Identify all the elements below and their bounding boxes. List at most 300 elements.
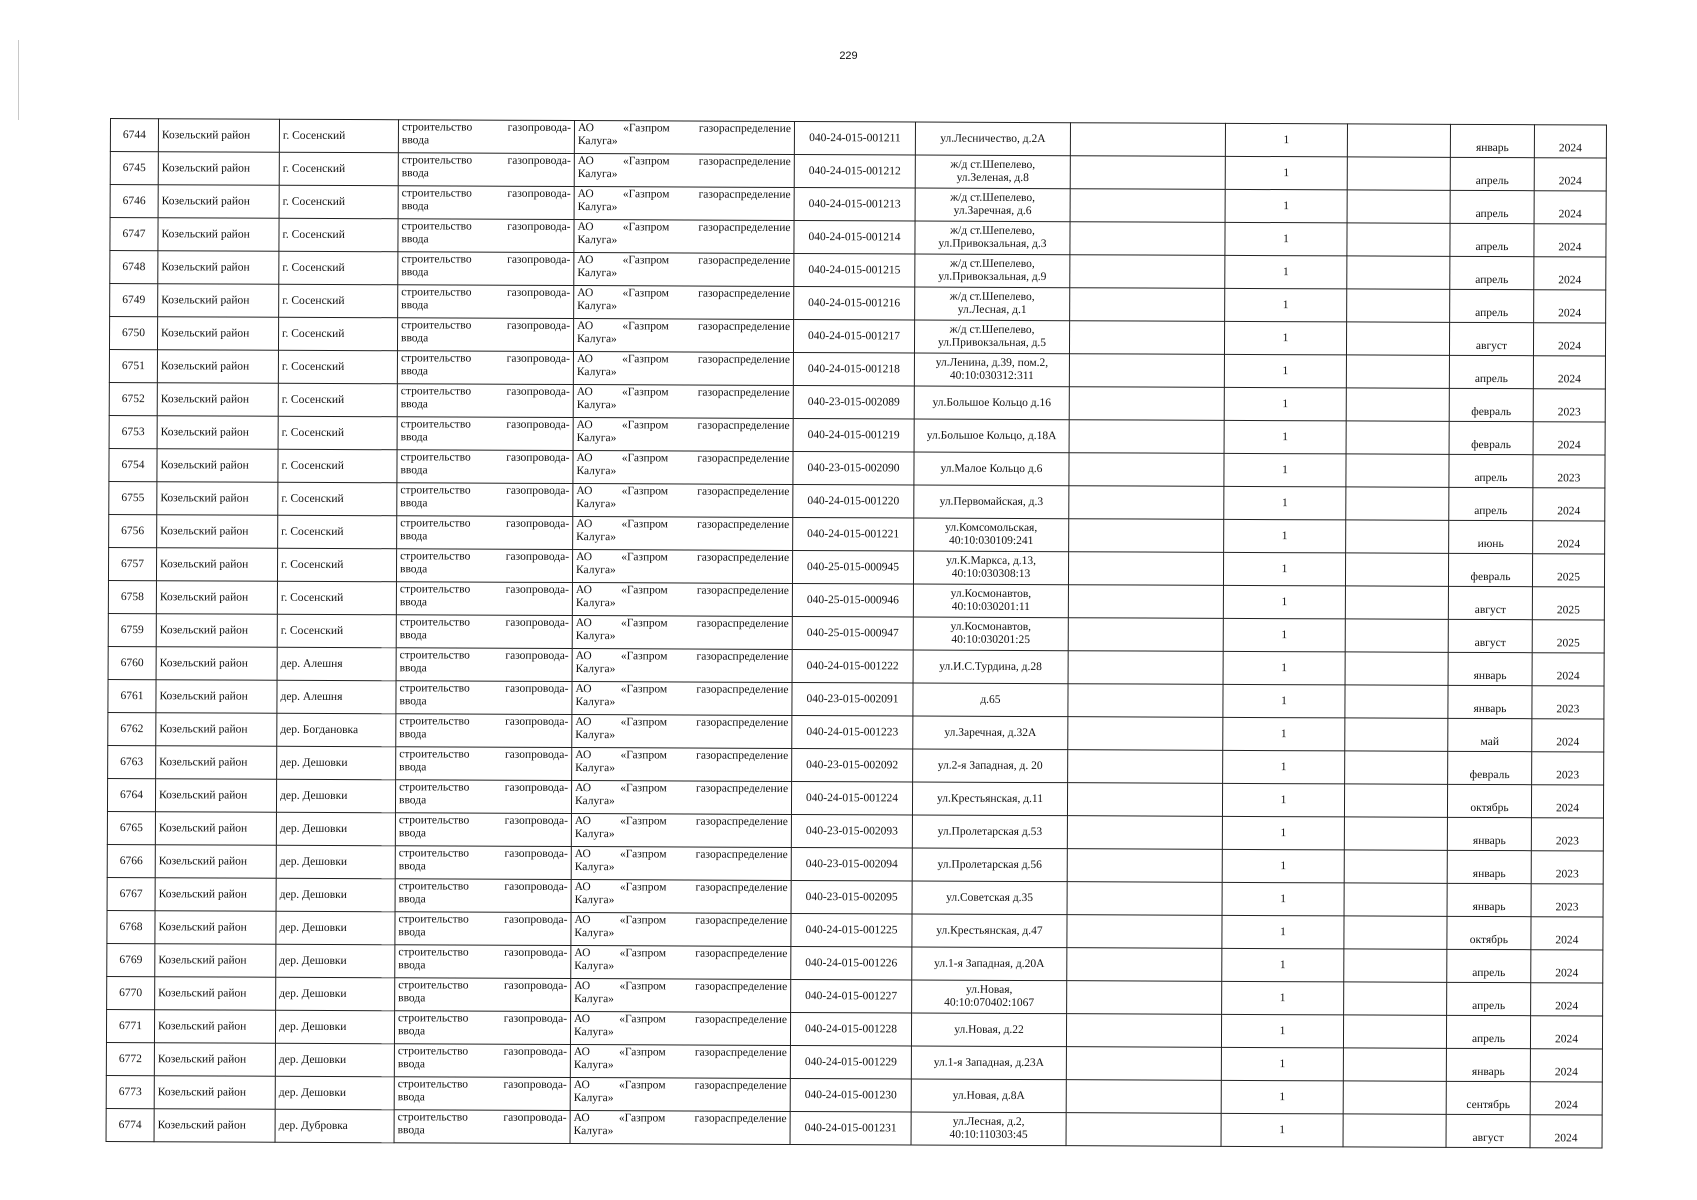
organization-word: газораспределение	[695, 947, 788, 960]
address-line: ул.Новая, д.8А	[952, 1089, 1025, 1102]
work-type-cell	[398, 120, 574, 154]
organization-word: газораспределение	[696, 749, 789, 762]
work-type-word: ввода	[397, 1025, 426, 1038]
row-number: 6748	[110, 251, 158, 284]
year-cell: 2023	[1533, 389, 1605, 422]
organization-cell	[573, 418, 793, 452]
work-type-word: строительство	[401, 253, 472, 266]
work-type-cell	[398, 252, 574, 286]
organization-word: «Газпром	[622, 353, 669, 366]
work-type-word: газопровода-	[503, 1078, 567, 1092]
month-cell: апрель	[1450, 289, 1534, 322]
district-cell: Козельский район	[156, 713, 277, 747]
year-cell: 2024	[1533, 488, 1605, 521]
empty-cell	[1068, 651, 1223, 685]
gas-connection-table	[106, 118, 1607, 1149]
address-line: 40:10:070402:1067	[944, 996, 1035, 1010]
month-cell: май	[1448, 718, 1532, 751]
quantity-cell: 1	[1225, 123, 1347, 157]
empty-cell	[1344, 784, 1447, 817]
address-line: ж/д ст.Шепелево,	[949, 323, 1035, 337]
organization-word: АО	[577, 221, 594, 234]
organization-word: «Газпром	[618, 1112, 666, 1125]
work-type-word: строительство	[398, 1012, 469, 1025]
work-type-word: строительство	[398, 913, 469, 926]
row-number: 6749	[110, 284, 158, 317]
locality-cell: г. Сосенский	[279, 218, 398, 252]
work-type-word: газопровода-	[503, 1012, 568, 1026]
work-type-word: ввода	[399, 662, 427, 675]
organization-word: «Газпром	[621, 617, 668, 630]
locality-cell: г. Сосенский	[278, 317, 397, 351]
empty-cell	[1070, 222, 1225, 256]
quantity-cell: 1	[1223, 618, 1345, 652]
year-cell: 2024	[1534, 224, 1606, 257]
address-line: ул.Лесная, д.2,	[952, 1115, 1025, 1128]
organization-word: Калуга»	[574, 960, 615, 973]
empty-cell	[1066, 1080, 1221, 1114]
work-type-word: газопровода-	[506, 484, 570, 498]
empty-cell	[1069, 486, 1224, 520]
address-line: ул.Крестьянская, д.11	[937, 792, 1044, 805]
work-type-word: ввода	[400, 497, 428, 510]
work-type-cell	[396, 615, 572, 649]
organization-word: Калуга»	[577, 333, 617, 346]
row-number: 6770	[107, 976, 155, 1009]
organization-word: «Газпром	[621, 419, 669, 432]
address-cell	[915, 155, 1070, 189]
work-type-word: ввода	[401, 266, 429, 279]
address-cell	[915, 287, 1070, 321]
year-cell: 2024	[1534, 125, 1606, 158]
empty-cell	[1347, 157, 1450, 190]
organization-word: газораспределение	[696, 716, 789, 729]
work-type-word: строительство	[400, 451, 471, 464]
organization-word: газораспределение	[696, 617, 789, 630]
row-number: 6746	[110, 185, 158, 218]
project-code-cell: 040-24-015-001231	[790, 1111, 911, 1145]
work-type-word: строительство	[401, 154, 473, 167]
row-number: 6754	[109, 448, 157, 481]
work-type-word: ввода	[401, 233, 429, 246]
quantity-cell: 1	[1225, 255, 1347, 289]
address-line: ул.К.Маркса, д.13,	[946, 554, 1037, 568]
organization-cell	[574, 154, 794, 188]
organization-word: газораспределение	[697, 386, 790, 399]
row-number: 6758	[108, 580, 156, 613]
organization-word: АО	[575, 617, 592, 630]
address-cell	[913, 716, 1068, 750]
address-line: ул.Пролетарская д.53	[937, 825, 1043, 838]
work-type-word: газопровода-	[503, 1045, 567, 1059]
organization-word: газораспределение	[697, 485, 790, 498]
work-type-word: газопровода-	[504, 781, 569, 795]
table-body	[106, 119, 1606, 1149]
year-cell: 2025	[1532, 620, 1604, 653]
organization-word: Калуга»	[574, 927, 615, 940]
district-cell: Козельский район	[155, 779, 276, 813]
organization-word: АО	[577, 287, 594, 300]
organization-word: «Газпром	[623, 155, 670, 168]
organization-word: «Газпром	[621, 518, 668, 531]
address-line: ул.Заречная, д.32А	[944, 726, 1037, 739]
organization-word: Калуга»	[577, 234, 618, 247]
address-line: 40:10:030308:13	[951, 567, 1031, 581]
empty-cell	[1070, 189, 1225, 223]
address-line: ул.Большое Кольцо д.16	[932, 396, 1052, 409]
district-cell: Козельский район	[158, 152, 279, 186]
work-type-word: газопровода-	[506, 385, 570, 399]
work-type-word: ввода	[401, 134, 430, 147]
work-type-word: газопровода-	[506, 418, 570, 432]
year-cell: 2024	[1531, 917, 1603, 950]
district-cell: Козельский район	[157, 383, 278, 417]
organization-word: газораспределение	[696, 584, 789, 597]
district-cell: Козельский район	[158, 251, 279, 285]
organization-cell	[573, 385, 793, 419]
address-line: ул.Новая, д.22	[954, 1023, 1024, 1036]
year-cell: 2024	[1534, 290, 1606, 323]
organization-cell	[570, 1111, 790, 1145]
project-code-cell: 040-24-015-001223	[792, 715, 913, 749]
work-type-cell	[395, 945, 571, 979]
empty-cell	[1068, 750, 1223, 784]
organization-cell	[571, 847, 791, 881]
empty-cell	[1067, 816, 1222, 850]
organization-word: «Газпром	[618, 1079, 666, 1092]
organization-word: газораспределение	[697, 353, 790, 366]
work-type-cell	[396, 582, 572, 616]
locality-cell: г. Сосенский	[279, 119, 398, 153]
empty-cell	[1066, 1113, 1221, 1147]
locality-cell: г. Сосенский	[277, 581, 396, 615]
district-cell: Козельский район	[156, 548, 277, 582]
address-cell	[911, 1046, 1066, 1080]
work-type-cell	[397, 417, 573, 451]
quantity-cell: 1	[1222, 783, 1344, 817]
organization-word: «Газпром	[620, 848, 667, 861]
organization-cell	[573, 319, 793, 353]
project-code-cell: 040-24-015-001229	[790, 1045, 911, 1079]
work-type-word: газопровода-	[506, 451, 570, 465]
project-code-cell: 040-24-015-001224	[791, 781, 912, 815]
month-cell: август	[1446, 1114, 1530, 1147]
organization-word: АО	[577, 155, 594, 168]
empty-cell	[1069, 453, 1224, 487]
project-code-cell: 040-25-015-000947	[792, 616, 913, 650]
month-cell: февраль	[1448, 553, 1532, 586]
work-type-cell	[395, 912, 571, 946]
organization-word: Калуга»	[574, 993, 614, 1006]
work-type-word: ввода	[400, 530, 428, 543]
empty-cell	[1067, 882, 1222, 916]
locality-cell: дер. Дешовки	[276, 911, 395, 945]
organization-word: АО	[577, 188, 594, 201]
empty-cell	[1070, 255, 1225, 289]
quantity-cell: 1	[1222, 948, 1344, 982]
project-code-cell: 040-23-015-002093	[791, 814, 912, 848]
locality-cell: г. Сосенский	[279, 284, 398, 318]
work-type-word: строительство	[401, 286, 472, 299]
locality-cell: дер. Дешовки	[276, 878, 395, 912]
organization-word: «Газпром	[621, 485, 669, 498]
address-cell	[914, 485, 1069, 519]
work-type-word: газопровода-	[506, 286, 571, 300]
work-type-word: газопровода-	[505, 517, 570, 531]
organization-word: газораспределение	[694, 1046, 787, 1059]
work-type-word: строительство	[401, 220, 472, 233]
work-type-word: газопровода-	[503, 1111, 567, 1125]
year-cell: 2024	[1530, 1082, 1602, 1115]
month-cell: сентябрь	[1446, 1081, 1530, 1114]
locality-cell: г. Сосенский	[277, 548, 396, 582]
quantity-cell: 1	[1224, 486, 1346, 520]
quantity-cell: 1	[1224, 453, 1346, 487]
district-cell: Козельский район	[158, 218, 279, 252]
district-cell: Козельский район	[156, 746, 277, 780]
project-code-cell: 040-24-015-001230	[790, 1078, 911, 1112]
work-type-word: строительство	[400, 385, 472, 398]
organization-word: АО	[575, 584, 593, 597]
quantity-cell: 1	[1224, 321, 1346, 355]
month-cell: январь	[1448, 685, 1532, 718]
address-line: ж/д ст.Шепелево,	[950, 158, 1036, 172]
work-type-cell	[395, 780, 571, 814]
project-code-cell: 040-24-015-001215	[794, 253, 915, 287]
year-cell: 2024	[1531, 983, 1603, 1016]
empty-cell	[1346, 520, 1449, 553]
month-cell: январь	[1450, 124, 1534, 157]
empty-cell	[1345, 619, 1448, 652]
month-cell: октябрь	[1447, 916, 1531, 949]
row-number: 6763	[108, 745, 156, 778]
organization-word: АО	[575, 782, 592, 795]
work-type-word: ввода	[400, 431, 428, 444]
organization-word: АО	[575, 683, 592, 696]
address-cell	[911, 1079, 1066, 1113]
project-code-cell: 040-24-015-001213	[794, 187, 915, 221]
organization-word: «Газпром	[621, 584, 668, 597]
locality-cell: г. Сосенский	[278, 449, 397, 483]
address-line: ул.Космонавтов,	[950, 587, 1032, 601]
organization-word: АО	[576, 551, 593, 564]
quantity-cell: 1	[1224, 519, 1346, 553]
organization-word: газораспределение	[697, 320, 791, 333]
month-cell: апрель	[1449, 355, 1533, 388]
work-type-cell	[395, 813, 571, 847]
quantity-cell: 1	[1221, 1014, 1343, 1048]
work-type-word: ввода	[399, 695, 427, 708]
organization-word: «Газпром	[619, 1013, 666, 1026]
work-type-word: ввода	[398, 992, 426, 1005]
organization-word: АО	[576, 353, 594, 366]
project-code-cell: 040-25-015-000945	[792, 550, 913, 584]
empty-cell	[1066, 1014, 1221, 1048]
empty-cell	[1343, 1081, 1446, 1114]
organization-word: «Газпром	[622, 221, 670, 234]
work-type-word: строительство	[398, 880, 469, 893]
district-cell: Козельский район	[155, 977, 276, 1011]
empty-cell	[1346, 421, 1449, 454]
organization-word: Калуга»	[575, 630, 616, 643]
address-line: ул.Советская д.35	[946, 891, 1034, 904]
organization-cell	[574, 121, 794, 155]
organization-word: «Газпром	[622, 320, 669, 333]
organization-word: Калуга»	[576, 531, 616, 544]
work-type-word: газопровода-	[505, 616, 569, 630]
year-cell: 2024	[1533, 323, 1605, 356]
organization-word: АО	[576, 485, 593, 498]
organization-word: Калуга»	[577, 300, 618, 313]
empty-cell	[1347, 256, 1450, 289]
work-type-word: строительство	[397, 1078, 469, 1091]
project-code-cell: 040-23-015-002089	[793, 385, 914, 419]
address-line: ул.Ленина, д.39, пом.2,	[935, 356, 1049, 370]
organization-word: АО	[573, 1112, 590, 1125]
empty-cell	[1069, 321, 1224, 355]
empty-cell	[1067, 981, 1222, 1015]
month-cell: апрель	[1449, 487, 1533, 520]
empty-cell	[1343, 1048, 1446, 1081]
project-code-cell: 040-24-015-001212	[794, 154, 915, 188]
quantity-cell: 1	[1223, 552, 1345, 586]
quantity-cell: 1	[1223, 585, 1345, 619]
work-type-word: ввода	[400, 398, 428, 411]
work-type-word: газопровода-	[504, 847, 568, 861]
row-number: 6744	[110, 119, 158, 152]
empty-cell	[1344, 949, 1447, 982]
row-number: 6753	[109, 415, 157, 448]
year-cell: 2024	[1534, 158, 1606, 191]
work-type-word: строительство	[398, 847, 470, 860]
organization-cell	[572, 682, 792, 716]
organization-cell	[574, 220, 794, 254]
row-number: 6756	[109, 514, 157, 547]
work-type-word: ввода	[398, 794, 427, 807]
quantity-cell: 1	[1222, 816, 1344, 850]
empty-cell	[1069, 420, 1224, 454]
locality-cell: дер. Дешовки	[276, 779, 395, 813]
quantity-cell: 1	[1223, 717, 1345, 751]
address-cell	[912, 848, 1067, 882]
scan-margin-line	[18, 40, 19, 120]
organization-cell	[572, 748, 792, 782]
month-cell: апрель	[1449, 454, 1533, 487]
address-line: д.65	[980, 693, 1001, 706]
organization-cell	[571, 946, 791, 980]
organization-word: Калуга»	[577, 168, 618, 181]
organization-word: Калуга»	[576, 465, 617, 478]
empty-cell	[1345, 553, 1448, 586]
address-cell	[915, 188, 1070, 222]
organization-word: «Газпром	[622, 254, 670, 267]
address-line: ул.Зеленая, д.8	[956, 171, 1029, 185]
work-type-word: ввода	[397, 1058, 426, 1071]
month-cell: октябрь	[1447, 784, 1531, 817]
address-line: ул.Лесничество, д.2А	[940, 132, 1046, 145]
year-cell: 2023	[1531, 851, 1603, 884]
work-type-word: газопровода-	[504, 880, 568, 894]
district-cell: Козельский район	[156, 614, 277, 648]
organization-cell	[574, 286, 794, 320]
organization-word: газораспределение	[698, 254, 791, 267]
address-line: ул.Комсомольская,	[945, 521, 1038, 535]
project-code-cell: 040-24-015-001211	[794, 121, 915, 155]
organization-cell	[574, 187, 794, 221]
address-line: ул.Привокзальная, д.3	[938, 237, 1047, 251]
work-type-cell	[396, 549, 572, 583]
empty-cell	[1345, 751, 1448, 784]
empty-cell	[1344, 817, 1447, 850]
work-type-word: ввода	[399, 596, 428, 609]
project-code-cell: 040-24-015-001226	[791, 946, 912, 980]
organization-word: Калуга»	[574, 894, 615, 907]
locality-cell: г. Сосенский	[278, 482, 397, 516]
address-cell	[913, 617, 1068, 651]
quantity-cell: 1	[1222, 882, 1344, 916]
row-number: 6751	[109, 349, 157, 382]
work-type-cell	[394, 1011, 570, 1045]
address-line: ул.Привокзальная, д.5	[937, 336, 1047, 350]
work-type-word: газопровода-	[507, 121, 571, 135]
address-line: ж/д ст.Шепелево,	[950, 224, 1035, 238]
organization-word: Калуга»	[576, 399, 617, 412]
empty-cell	[1068, 684, 1223, 718]
project-code-cell: 040-24-015-001219	[793, 418, 914, 452]
row-number: 6762	[108, 712, 156, 745]
address-line: 40:10:030201:11	[951, 600, 1030, 614]
project-code-cell: 040-23-015-002090	[793, 451, 914, 485]
address-line: ул.2-я Западная, д. 20	[937, 759, 1043, 772]
empty-cell	[1067, 915, 1222, 949]
work-type-cell	[398, 219, 574, 253]
work-type-word: строительство	[400, 418, 471, 431]
organization-word: газораспределение	[695, 980, 788, 993]
empty-cell	[1068, 717, 1223, 751]
year-cell: 2024	[1531, 950, 1603, 983]
address-line: ж/д ст.Шепелево,	[949, 257, 1035, 271]
organization-cell	[573, 484, 793, 518]
year-cell: 2024	[1530, 1049, 1602, 1082]
empty-cell	[1344, 982, 1447, 1015]
row-number: 6769	[107, 943, 155, 976]
organization-word: газораспределение	[696, 551, 790, 564]
month-cell: июнь	[1449, 520, 1533, 553]
locality-cell: дер. Дешовки	[276, 977, 395, 1011]
work-type-word: строительство	[398, 814, 470, 827]
organization-word: АО	[575, 749, 592, 762]
work-type-word: ввода	[398, 860, 426, 873]
district-cell: Козельский район	[157, 515, 278, 549]
work-type-word: ввода	[398, 893, 426, 906]
empty-cell	[1344, 916, 1447, 949]
address-cell	[911, 1013, 1066, 1047]
year-cell: 2024	[1533, 356, 1605, 389]
empty-cell	[1345, 718, 1448, 751]
project-code-cell: 040-25-015-000946	[792, 583, 913, 617]
organization-word: газораспределение	[697, 518, 790, 531]
row-number: 6766	[107, 844, 155, 877]
organization-word: Калуга»	[574, 828, 615, 841]
month-cell: февраль	[1449, 421, 1533, 454]
empty-cell	[1347, 124, 1450, 157]
address-cell	[913, 749, 1068, 783]
empty-cell	[1346, 454, 1449, 487]
address-cell	[914, 353, 1069, 387]
organization-word: газораспределение	[696, 683, 789, 696]
address-cell	[915, 221, 1070, 255]
organization-word: АО	[574, 1013, 591, 1026]
